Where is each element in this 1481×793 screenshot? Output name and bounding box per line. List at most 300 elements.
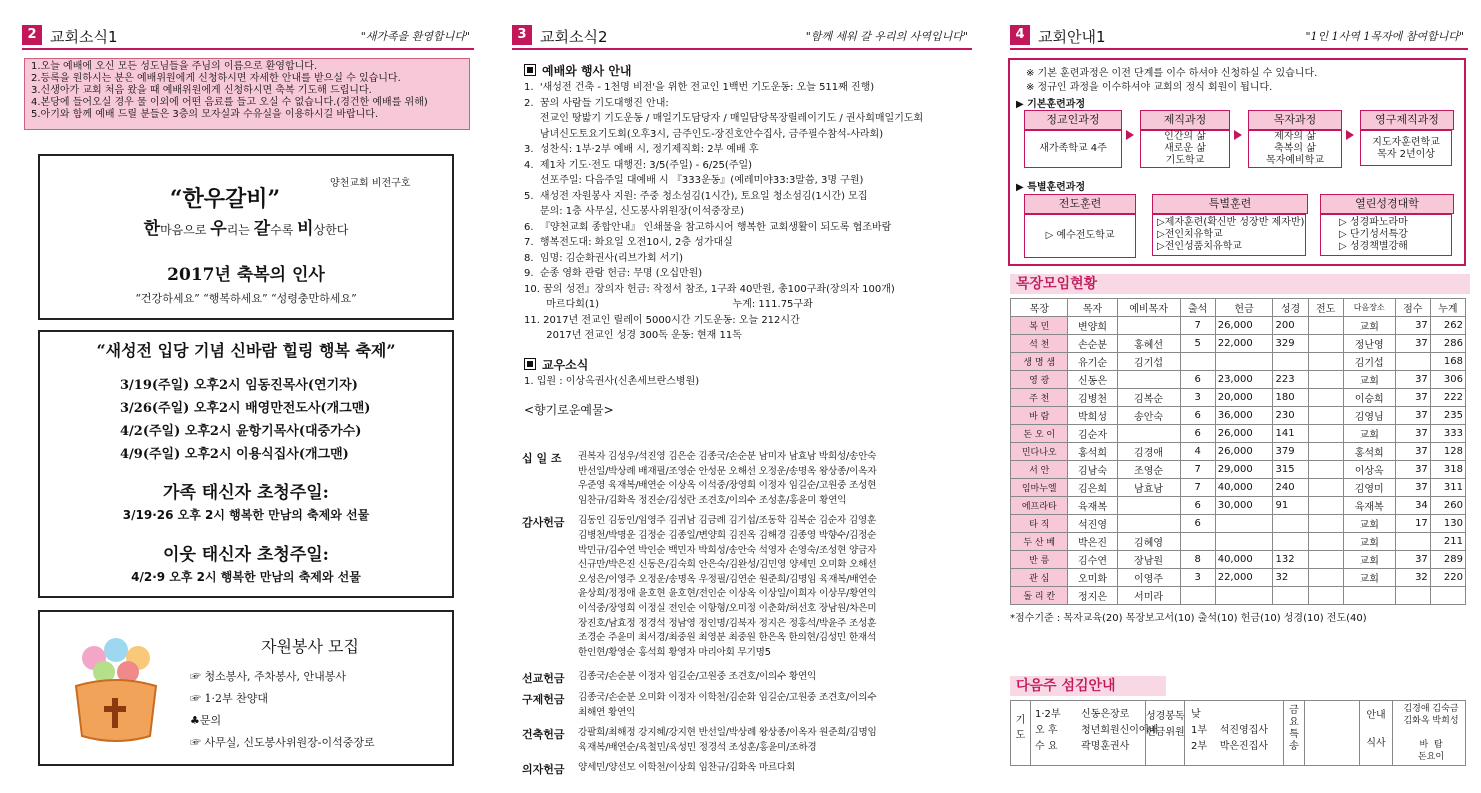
volunteer-box (38, 610, 454, 766)
table-cell: 128 (1430, 443, 1465, 461)
worship-heading (524, 62, 970, 80)
vision-sub-4b: 상한다 (313, 223, 349, 237)
table-cell: 이승희 (1343, 389, 1395, 407)
worship-item: 11. 2017년 전교인 릴레이 5000시간 기도운동: 오늘 212시간 (524, 314, 800, 326)
table-cell: 돈 오 이 (1011, 425, 1068, 443)
table-cell: 신동은 (1068, 371, 1117, 389)
gift-jar-icon (60, 628, 172, 748)
table-cell: 6 (1180, 425, 1215, 443)
table-cell: 이영주 (1117, 569, 1180, 587)
table-row (1011, 515, 1466, 533)
table-cell: 바 람 (1011, 407, 1068, 425)
pastoral-heading-text: 교우소식 (542, 357, 589, 372)
table-cell: 박희성 (1068, 407, 1117, 425)
table-cell: 311 (1430, 479, 1465, 497)
festival-box (38, 330, 454, 598)
table-row (1011, 371, 1466, 389)
vision-box (38, 154, 454, 320)
family-title: 가족 태신자 초청주일: (163, 483, 329, 503)
table-cell (1308, 317, 1343, 335)
table-cell: 6 (1180, 497, 1215, 515)
table-cell: 36,000 (1215, 407, 1273, 425)
table-cell (1308, 533, 1343, 551)
table-cell: 김병천 (1068, 389, 1117, 407)
table-cell: 37 (1395, 317, 1430, 335)
vision-sub-1b: 마음으로 (160, 223, 211, 237)
vision-sub-4a: 비 (297, 219, 314, 239)
table-cell: 3 (1180, 389, 1215, 407)
table-row (1011, 461, 1466, 479)
table-cell (1215, 587, 1273, 605)
table-cell: 정난영 (1343, 335, 1395, 353)
offering-names: 김병천/박명운 김정순 김종일/변양희 김진옥 김해경 김종영 박향수/김정순 (578, 529, 877, 541)
table-cell (1273, 515, 1308, 533)
table-cell: 관 심 (1011, 569, 1068, 587)
vision-sub-3b: 수록 (270, 223, 298, 237)
festival-title: “새성전 입당 기념 신바람 힐링 행복 축제” (96, 341, 396, 360)
notice-line: 3.신생아가 교회 처음 왔을 때 예배위원에게 신청하시면 축복 기도해 드립니다. (31, 85, 372, 96)
worship-item: 10. 꿈의 성전』장의자 헌금: 작정서 참조, 1구좌 40만원, 총100구좌(장의자 100개) (524, 283, 895, 295)
table-cell: 생 명 샘 (1011, 353, 1068, 371)
section-header-guide1 (1010, 18, 1468, 50)
offering-names: 이석중/장영희 이정실 전인순 이항형/오미정 이춘화/허선호 장남원/차은미 (578, 602, 877, 614)
table-cell (1308, 371, 1343, 389)
table-cell (1395, 533, 1430, 551)
special-course-head: 특별훈련 (1152, 194, 1308, 214)
table-cell (1395, 587, 1430, 605)
worship-item: 4. 제1차 기도·전도 대행진: 3/5(주일) - 6/25(주일) (524, 159, 753, 171)
section-rule (1010, 48, 1468, 50)
table-cell: 240 (1273, 479, 1308, 497)
offering-group (522, 514, 972, 660)
table-cell: 7 (1180, 479, 1215, 497)
special-course-head: 전도훈련 (1024, 194, 1136, 214)
table-cell: 37 (1395, 335, 1430, 353)
table-cell: 유기순 (1068, 353, 1117, 371)
table-cell: 37 (1395, 371, 1430, 389)
table-cell: 379 (1273, 443, 1308, 461)
table-cell: 32 (1395, 569, 1430, 587)
table-row (1011, 479, 1466, 497)
worship-item: 1. '새성전 건축 - 1천명 비전'을 위한 전교인 1백번 기도운동: 오늘 511째 진행) (524, 82, 875, 93)
duty-col4: 금 요 특 송 (1283, 701, 1305, 765)
table-cell (1308, 497, 1343, 515)
table-cell: 37 (1395, 551, 1430, 569)
pastoral-item: 1. 입원 : 이상옥권사(신촌세브란스병원) (524, 375, 700, 387)
table-cell: 286 (1430, 335, 1465, 353)
table-header-cell: 다음장소 (1343, 299, 1395, 317)
offering-label: 의자헌금 (522, 763, 565, 777)
table-cell: 5 (1180, 335, 1215, 353)
table-cell: 34 (1395, 497, 1430, 515)
duty-times: 1·2부 오 후 수 요 (1035, 709, 1061, 752)
offering-names: 양세민/양선모 이학천/이상희 임찬규/김화옥 마르다회 (578, 762, 796, 774)
table-header-cell: 점수 (1395, 299, 1430, 317)
duty-col5: 안내 식사 (1359, 701, 1393, 765)
vision-sub-2b: 리는 (226, 223, 254, 237)
table-cell: 김영님 (1343, 407, 1395, 425)
table-cell (1430, 587, 1465, 605)
worship-item: 5. 새성전 자원봉사 지원: 주중 청소섬김(1시간), 토요일 청소섬김(1시간) 모집 (524, 190, 868, 202)
table-header-cell: 출석 (1180, 299, 1215, 317)
mokjang-table (1010, 298, 1466, 605)
square-bullet-icon (524, 358, 536, 370)
table-cell (1308, 569, 1343, 587)
worship-heading-text: 예배와 행사 안내 (542, 64, 632, 78)
table-cell: 영 광 (1011, 371, 1068, 389)
arrow-right-icon (1234, 130, 1242, 140)
pastoral-heading (524, 356, 970, 374)
table-row (1011, 551, 1466, 569)
table-cell: 22,000 (1215, 569, 1273, 587)
table-cell: 37 (1395, 461, 1430, 479)
table-header-cell: 목장 (1011, 299, 1068, 317)
table-cell (1180, 587, 1215, 605)
table-cell (1308, 587, 1343, 605)
table-cell: 130 (1430, 515, 1465, 533)
duty-title: 다음주 섬김안내 (1010, 676, 1166, 696)
offering-names: 윤상희/정정애 윤호현 윤호현/전인순 이상옥 이상일/이희자 이상무/황연익 (578, 588, 877, 600)
offering-label: 십 일 조 (522, 452, 562, 465)
offering-label: 건축헌금 (522, 728, 565, 742)
notice-line: 4.본당에 들어오실 경우 물 이외에 어떤 음료를 들고 오실 수 없습니다.(경건한 예배를 위해) (31, 97, 428, 108)
worship-section (524, 62, 970, 418)
special-training-label: ▶ 특별훈련과정 (1016, 182, 1086, 193)
table-cell: 37 (1395, 407, 1430, 425)
table-cell (1215, 353, 1273, 371)
table-cell (1273, 587, 1308, 605)
worship-item: 7. 행복전도대: 화요일 오전10시, 2층 성가대실 (524, 237, 733, 248)
table-header-cell: 헌금 (1215, 299, 1273, 317)
festival-events (120, 374, 370, 466)
table-cell (1343, 587, 1395, 605)
basic-course-head: 정교인과정 (1024, 110, 1122, 130)
table-row (1011, 569, 1466, 587)
offering-group (522, 761, 972, 776)
special-course-body: ▷ 성경파노라마 ▷ 단기성서특강 ▷ 성경책별강해 (1320, 214, 1452, 256)
table-cell (1308, 335, 1343, 353)
table-cell: 홍혜선 (1117, 335, 1180, 353)
table-cell: 김남숙 (1068, 461, 1117, 479)
table-row (1011, 389, 1466, 407)
worship-item: 전교인 땅밟기 기도운동 / 매일기도담당자 / 매일담당목장릴레이기도 / 권사회매일기도회 (524, 113, 924, 124)
special-course-head: 열린성경대학 (1320, 194, 1454, 214)
offering-names: 반선일/박상례 배재필/조영순 안성문 오해선 오정운/송명옥 왕상종/이옥자 (578, 465, 877, 477)
special-course-body: ▷ 예수전도학교 (1024, 214, 1136, 258)
table-cell: 26,000 (1215, 443, 1273, 461)
table-cell: 박은진 (1068, 533, 1117, 551)
table-cell (1308, 461, 1343, 479)
table-cell: 29,000 (1215, 461, 1273, 479)
offering-group (522, 691, 972, 720)
volunteer-item: ☞ 사무실, 신도봉사위원장-이석중장로 (190, 736, 375, 749)
basic-course-head: 영구제직과정 (1360, 110, 1454, 130)
table-cell: 6 (1180, 371, 1215, 389)
worship-item: 남녀신도토요기도회(오후3시, 금주인도-장진호안수집사, 금주필수참석-사라회) (524, 128, 884, 140)
table-cell: 김영미 (1343, 479, 1395, 497)
table-cell: 8 (1180, 551, 1215, 569)
table-cell: 반 릉 (1011, 551, 1068, 569)
table-cell (1180, 533, 1215, 551)
table-cell (1308, 425, 1343, 443)
offering-names: 한인현/황영순 홍석희 황영자 마리아회 무기명5 (578, 646, 771, 658)
section-number: 4 (1010, 25, 1030, 45)
offering-names: 박민규/김수연 박인순 백민자 박희성/송안숙 석영자 손영숙/조성현 양금자 (578, 544, 877, 556)
table-row (1011, 587, 1466, 605)
section-title: 교회소식2 (540, 28, 608, 46)
table-cell: 교회 (1343, 317, 1395, 335)
volunteer-item: ♣문의 (190, 714, 222, 727)
table-row (1011, 425, 1466, 443)
table-header-cell: 성경 (1273, 299, 1308, 317)
offering-names: 장진호/남효정 정경석 정남영 정인명/김북자 정지은 정홍석/박윤주 조성훈 (578, 617, 877, 629)
table-cell (1273, 533, 1308, 551)
table-cell: 이상옥 (1343, 461, 1395, 479)
offering-names: 조경순 주윤미 최서경/최중원 최영분 최중원 한은옥 한의현/김성민 한재석 (578, 632, 877, 644)
worship-item: 2. 꿈의 사람들 기도대행진 안내: (524, 97, 669, 109)
table-cell: 남효남 (1117, 479, 1180, 497)
worship-item: 8. 임명: 김순화권사(리브가회 서기) (524, 252, 684, 264)
table-header-cell: 누계 (1430, 299, 1465, 317)
table-cell: 복 민 (1011, 317, 1068, 335)
table-cell: 37 (1395, 479, 1430, 497)
table-cell: 26,000 (1215, 317, 1273, 335)
vision-sub-2a: 우 (210, 219, 227, 239)
table-cell: 김수연 (1068, 551, 1117, 569)
table-cell: 37 (1395, 389, 1430, 407)
table-row (1011, 443, 1466, 461)
notice-line: 2.등록을 원하시는 분은 예배위원에게 신청하시면 자세한 안내를 받으실 수 있습니다. (31, 73, 401, 84)
table-cell: 김혜영 (1117, 533, 1180, 551)
vision-sub (40, 214, 452, 239)
training-note-1: ※ 기본 훈련과정은 이전 단계를 이수 하셔야 신청하실 수 있습니다. (1026, 68, 1318, 79)
festival-event: 3/19(주일) 오후2시 임동진목사(연기자) (120, 378, 358, 393)
section-rule (512, 48, 972, 50)
worship-list (524, 80, 970, 344)
table-cell: 서 안 (1011, 461, 1068, 479)
table-cell: 김은희 (1068, 479, 1117, 497)
table-cell: 조영순 (1117, 461, 1180, 479)
table-cell: 6 (1180, 407, 1215, 425)
table-cell: 260 (1430, 497, 1465, 515)
table-cell: 오미화 (1068, 569, 1117, 587)
table-cell: 육재복 (1343, 497, 1395, 515)
table-cell (1308, 479, 1343, 497)
greeting-title: 2017년 축복의 인사 (167, 265, 325, 285)
volunteer-item: ☞ 1·2부 찬양대 (190, 692, 268, 705)
basic-course-body: 제자의 삶 축복의 삶 목자예비학교 (1248, 130, 1342, 168)
vision-sub-1a: 한 (143, 219, 161, 239)
offering-heading: <향기로운예물> (524, 402, 614, 417)
table-cell: 91 (1273, 497, 1308, 515)
worship-item: 2017년 전교인 성경 300독 운동: 현재 11독 (524, 330, 742, 341)
notice-line: 5.아기와 함께 예배 드릴 분들은 3층의 모자실과 수유실을 이용하시길 바랍니다. (31, 109, 379, 120)
offering-groups (522, 450, 972, 782)
table-cell: 40,000 (1215, 551, 1273, 569)
worship-item: 마르다회(1) 누계: 111.75구좌 (524, 299, 813, 310)
offering-names: 김동인 김동인/임영주 김귀남 김금례 김기섭/조동학 김복순 김순자 김영훈 (578, 515, 877, 527)
duty-people: 신동은장로 청년회원신이예배 곽명훈권사 (1081, 709, 1159, 752)
section-motto: "1인 1사역 1목자에 참여합니다" (1305, 30, 1464, 43)
table-cell: 23,000 (1215, 371, 1273, 389)
vision-tag: 양천교회 비전구호 (330, 178, 411, 189)
table-cell: 315 (1273, 461, 1308, 479)
table-cell: 329 (1273, 335, 1308, 353)
section-rule (22, 48, 474, 50)
table-cell: 김복순 (1117, 389, 1180, 407)
festival-event: 4/2(주일) 오후2시 윤항기목사(대중가수) (120, 424, 362, 439)
table-cell (1308, 515, 1343, 533)
basic-training-label: ▶ 기본훈련과정 (1016, 99, 1086, 110)
offering-names: 육재복/배연순/육철민/육성민 정경석 조성훈/홍윤미/조하경 (578, 741, 817, 753)
training-box (1008, 58, 1466, 266)
table-cell (1308, 443, 1343, 461)
table-cell (1180, 353, 1215, 371)
basic-course-body: 새가족학교 4주 (1024, 130, 1122, 168)
offering-label: 구제헌금 (522, 692, 565, 706)
table-cell (1117, 497, 1180, 515)
table-cell: 222 (1430, 389, 1465, 407)
table-cell: 김기섭 (1117, 353, 1180, 371)
table-cell: 40,000 (1215, 479, 1273, 497)
offering-names: 우준영 육재복/배연순 이상옥 이석중/장영희 이정자 임길순/고원중 조성현 (578, 480, 877, 492)
section-motto: "함께 세워 갈 우리의 사역입니다" (805, 30, 968, 43)
offering-label: 감사헌금 (522, 516, 565, 530)
table-cell: 변양희 (1068, 317, 1117, 335)
table-header-cell: 전도 (1308, 299, 1343, 317)
table-cell (1215, 533, 1273, 551)
table-cell (1117, 515, 1180, 533)
mokjang-table-wrap (1010, 298, 1466, 624)
worship-item: 문의: 1층 사무실, 신도봉사위원장(이석중장로) (524, 206, 745, 217)
basic-course-body: 인간의 삶 새로운 삶 기도학교 (1140, 130, 1230, 168)
duty-label: 기 도 (1011, 701, 1031, 765)
basic-course-head: 목자과정 (1248, 110, 1342, 130)
table-cell: 민다나오 (1011, 443, 1068, 461)
table-cell: 3 (1180, 569, 1215, 587)
table-cell: 홍석희 (1068, 443, 1117, 461)
table-cell: 교회 (1343, 371, 1395, 389)
table-cell: 에프라타 (1011, 497, 1068, 515)
table-row (1011, 317, 1466, 335)
festival-event: 3/26(주일) 오후2시 배영만전도사(개그맨) (120, 401, 371, 416)
section-header-news1 (22, 18, 474, 50)
table-cell (1117, 371, 1180, 389)
table-cell: 30,000 (1215, 497, 1273, 515)
table-cell: 289 (1430, 551, 1465, 569)
mokjang-title: 목장모임현황 (1010, 274, 1470, 294)
table-cell: 손순분 (1068, 335, 1117, 353)
table-cell: 211 (1430, 533, 1465, 551)
offering-names: 강팔희/최해정 강지혜/강지현 반선일/박상례 왕상종/이옥자 원준희/김명임 (578, 727, 877, 739)
table-cell: 200 (1273, 317, 1308, 335)
offering-names: 최해연 황연익 (578, 706, 636, 718)
table-cell (1117, 425, 1180, 443)
table-cell (1117, 317, 1180, 335)
table-cell: 교회 (1343, 515, 1395, 533)
section-header-news2 (512, 18, 972, 50)
table-cell: 22,000 (1215, 335, 1273, 353)
duty-col3: 낮 1부 석진영집사 2부 박은진집사 (1191, 709, 1269, 752)
table-cell: 37 (1395, 425, 1430, 443)
table-cell: 두 산 베 (1011, 533, 1068, 551)
arrow-right-icon (1126, 130, 1134, 140)
table-cell (1395, 353, 1430, 371)
basic-course-head: 제직과정 (1140, 110, 1230, 130)
table-cell: 17 (1395, 515, 1430, 533)
table-cell: 262 (1430, 317, 1465, 335)
section-title: 교회소식1 (50, 28, 118, 46)
vision-slogan: “한우갈비” (169, 186, 281, 212)
table-cell: 306 (1430, 371, 1465, 389)
vision-sub-3a: 갈 (253, 219, 271, 239)
duty-col6: 김경애 김숙금 김화옥 박희성 바 탐 돈요이 (1403, 704, 1459, 762)
table-cell: 석 천 (1011, 335, 1068, 353)
offering-names: 임찬규/김화옥 정진순/김성란 조견호/이의수 조성훈/홍윤미 황연익 (578, 494, 847, 506)
table-cell: 37 (1395, 443, 1430, 461)
table-cell (1308, 407, 1343, 425)
mokjang-footnote: *점수기준 : 목자교육(20) 목장보고서(10) 출석(10) 헌금(10) 성경(10) 전도(40) (1010, 613, 1367, 624)
table-cell: 4 (1180, 443, 1215, 461)
table-row (1011, 335, 1466, 353)
square-bullet-icon (524, 64, 536, 76)
offering-names: 오성은/이영주 오정운/송명옥 우정필/김연순 원준희/김명임 육재복/배연순 (578, 573, 877, 585)
table-cell: 교회 (1343, 569, 1395, 587)
table-cell: 32 (1273, 569, 1308, 587)
table-cell: 교회 (1343, 551, 1395, 569)
table-cell: 김경애 (1117, 443, 1180, 461)
neighbor-text: 4/2·9 오후 2시 행복한 만남의 축제와 선물 (131, 570, 361, 584)
family-text: 3/19·26 오후 2시 행복한 만남의 축제와 선물 (122, 508, 370, 522)
notice-line: 1.오늘 예배에 오신 모든 성도님들을 주님의 이름으로 환영합니다. (31, 61, 318, 72)
basic-course-body: 지도자훈련학교 목자 2년이상 (1360, 130, 1452, 166)
offering-names: 권복자 김성우/석진영 김은순 김종국/손순분 남미자 남효남 박희성/송안숙 (578, 451, 877, 462)
table-cell: 20,000 (1215, 389, 1273, 407)
section-number: 2 (22, 25, 42, 45)
section-motto: "새가족을 환영합니다" (360, 30, 470, 43)
table-cell: 168 (1430, 353, 1465, 371)
special-course-body: ▷제자훈련(확신반 성장반 제자반) ▷전인치유학교 ▷전인성품치유학교 (1152, 214, 1306, 256)
table-cell (1308, 353, 1343, 371)
volunteer-item: ☞ 청소봉사, 주차봉사, 안내봉사 (190, 670, 346, 683)
worship-item: 6. 『양천교회 종합안내』 인쇄물을 참고하시어 행복한 교회생활이 되도록 협조바람 (524, 221, 892, 233)
worship-item: 선포주일: 다음주일 대예배 시 『333운동』(예레미야33:3말씀, 3명 구원) (524, 175, 864, 186)
table-cell: 교회 (1343, 533, 1395, 551)
offering-names: 신규만/박은진 신동은/김숙희 안은숙/김완성/김민영 양세민 오미화 오해선 (578, 559, 877, 571)
table-header-cell: 목자 (1068, 299, 1117, 317)
offering-names: 김종국/손순분 오미화 이정자 이학천/김순화 임길순/고원중 조견호/이의수 (578, 691, 877, 703)
arrow-right-icon (1346, 130, 1354, 140)
table-cell: 임마누엘 (1011, 479, 1068, 497)
table-cell: 223 (1273, 371, 1308, 389)
worship-item: 3. 성찬식: 1부·2부 예배 시, 정기제직회: 2부 예배 후 (524, 144, 759, 155)
table-cell: 220 (1430, 569, 1465, 587)
offering-names: 김종국/손순분 이정자 임길순/고원중 조견호/이의수 황연익 (578, 671, 817, 683)
training-note-2: ※ 정규인 과정을 이수하셔야 교회의 정식 회원이 됩니다. (1026, 82, 1273, 93)
table-cell: 6 (1180, 515, 1215, 533)
worship-item: 9. 순종 영화 관람 헌금: 무명 (오십만원) (524, 268, 703, 279)
offering-group (522, 670, 972, 685)
table-row (1011, 353, 1466, 371)
table-row (1011, 407, 1466, 425)
table-cell: 132 (1273, 551, 1308, 569)
table-cell: 333 (1430, 425, 1465, 443)
volunteer-title: 자원봉사 모집 (261, 637, 359, 656)
table-cell: 230 (1273, 407, 1308, 425)
table-cell (1273, 353, 1308, 371)
table-cell: 교회 (1343, 425, 1395, 443)
table-cell: 타 직 (1011, 515, 1068, 533)
